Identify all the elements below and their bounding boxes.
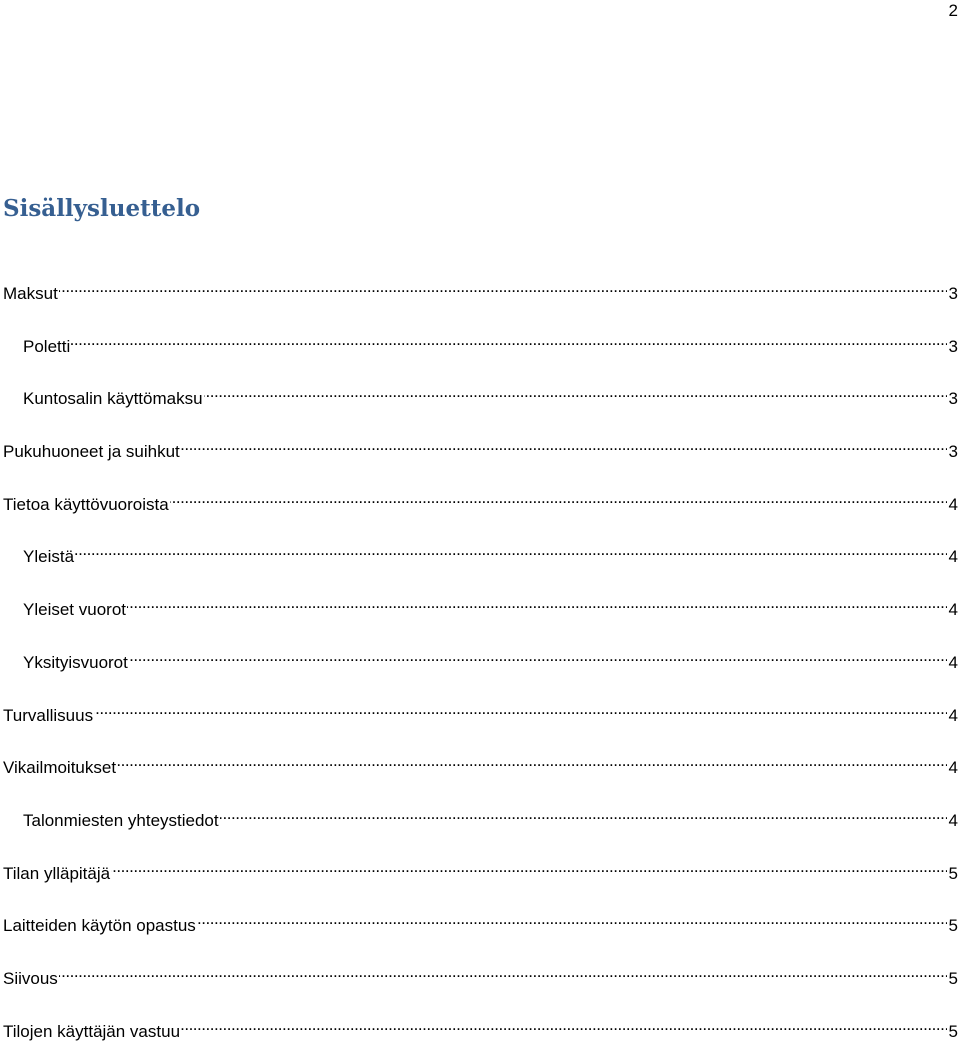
toc-entry-page[interactable]: 4 — [948, 758, 958, 778]
dot-leader — [94, 696, 946, 721]
toc-entry-label[interactable]: Maksut — [3, 284, 58, 303]
toc-entry-maksut[interactable] — [0, 274, 960, 303]
toc-entry-siivous[interactable] — [0, 959, 960, 988]
toc-entry-yleista[interactable] — [0, 537, 960, 567]
toc-entry-page[interactable]: 5 — [948, 863, 958, 883]
dot-leader — [117, 748, 946, 773]
dot-leader — [197, 906, 947, 931]
toc-entry-yleiset-vuorot[interactable] — [0, 590, 960, 620]
toc-entry-label[interactable]: Tietoa käyttövuoroista — [3, 494, 169, 514]
toc-entry-page[interactable]: 4 — [948, 652, 958, 672]
toc-entry-label[interactable]: Vikailmoitukset — [3, 758, 117, 778]
toc-entry-page[interactable]: 3 — [948, 336, 958, 356]
toc-entry-page[interactable]: 3 — [948, 284, 958, 303]
toc-entry-label[interactable]: Yleiset vuorot — [23, 600, 126, 620]
toc-entry-page[interactable]: 3 — [948, 442, 958, 462]
toc-entry-label[interactable]: Turvallisuus — [3, 705, 94, 725]
dot-leader — [220, 801, 947, 826]
toc-entry-page[interactable]: 5 — [948, 1021, 958, 1041]
toc-entry-poletti[interactable] — [0, 327, 960, 356]
dot-leader — [111, 854, 946, 879]
toc-entry-label[interactable]: Pukuhuoneet ja suihkut — [3, 442, 180, 462]
dot-leader — [129, 643, 947, 668]
table-of-contents — [0, 274, 960, 1064]
toc-entry-kuntosalin-kayttomaksu[interactable] — [0, 379, 960, 409]
toc-entry-page[interactable]: 4 — [948, 600, 958, 620]
dot-leader — [59, 274, 947, 299]
toc-entry-label[interactable]: Siivous — [3, 968, 58, 988]
dot-leader — [170, 485, 947, 510]
dot-leader — [204, 379, 947, 404]
toc-entry-page[interactable]: 3 — [948, 389, 958, 409]
toc-entry-page[interactable]: 4 — [948, 810, 958, 830]
toc-entry-label[interactable]: Laitteiden käytön opastus — [3, 916, 196, 936]
toc-heading: Sisällysluettelo — [3, 195, 201, 222]
dot-leader — [127, 590, 947, 615]
toc-entry-turvallisuus[interactable] — [0, 696, 960, 725]
page-number: 2 — [948, 1, 958, 20]
toc-entry-tietoa-kayttovuoroista[interactable] — [0, 485, 960, 514]
toc-entry-yksityisvuorot[interactable] — [0, 643, 960, 672]
toc-entry-label[interactable]: Poletti — [23, 336, 71, 356]
toc-entry-tilan-yllapitaja[interactable] — [0, 854, 960, 883]
toc-entry-talonmiesten-yhteystiedot[interactable] — [0, 801, 960, 830]
toc-entry-page[interactable]: 4 — [948, 494, 958, 514]
toc-entry-page[interactable]: 4 — [948, 705, 958, 725]
toc-entry-label[interactable]: Yleistä — [23, 547, 75, 567]
dot-leader — [181, 1012, 947, 1037]
toc-entry-label[interactable]: Tilojen käyttäjän vastuu — [3, 1021, 181, 1041]
toc-entry-label[interactable]: Yksityisvuorot — [23, 652, 128, 672]
toc-entry-laitteiden-kayton-opastus[interactable] — [0, 906, 960, 936]
toc-entry-pukuhuoneet[interactable] — [0, 432, 960, 462]
toc-entry-tilojen-kayttajan-vastuu[interactable] — [0, 1012, 960, 1041]
toc-entry-page[interactable]: 5 — [948, 968, 958, 988]
dot-leader — [75, 537, 947, 562]
dot-leader — [71, 327, 946, 352]
toc-entry-label[interactable]: Kuntosalin käyttömaksu — [23, 389, 203, 409]
toc-entry-label[interactable]: Tilan ylläpitäjä — [3, 863, 111, 883]
dot-leader — [59, 959, 947, 984]
toc-entry-page[interactable]: 5 — [948, 916, 958, 936]
dot-leader — [181, 432, 947, 457]
toc-entry-label[interactable]: Talonmiesten yhteystiedot — [23, 810, 219, 830]
toc-entry-vikailmoitukset[interactable] — [0, 748, 960, 778]
toc-entry-page[interactable]: 4 — [948, 547, 958, 567]
